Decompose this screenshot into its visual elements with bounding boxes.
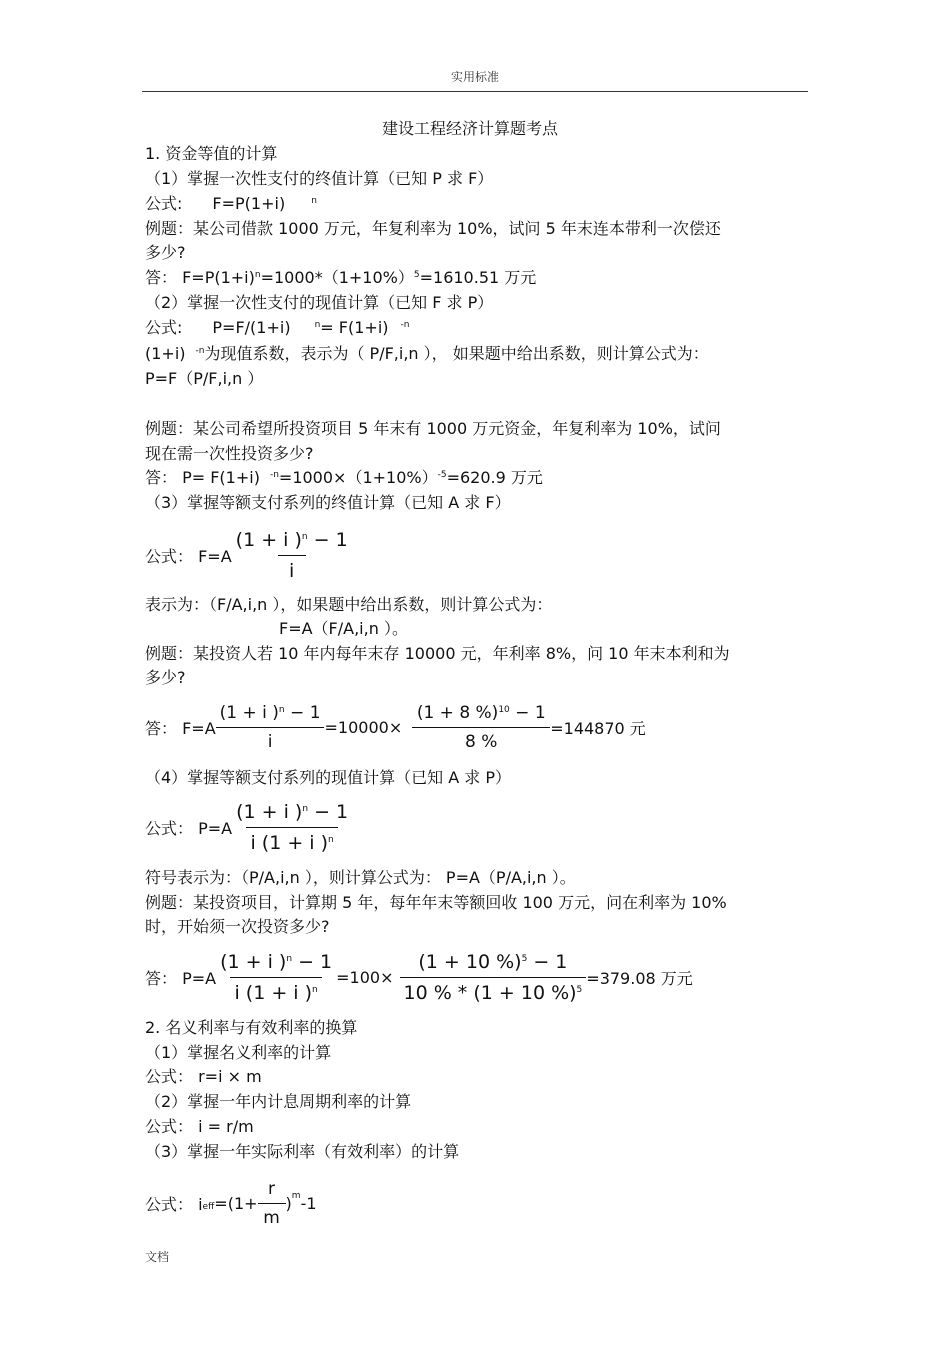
answer-part: =1000×（1+10%） [278, 468, 438, 487]
fraction-numerator: (1 + i )$^n$ − 1 [235, 529, 348, 551]
s1-p3-formula [145, 528, 352, 583]
s1-p1-heading: （1）掌握一次性支付的终值计算（已知 P 求 F） [145, 169, 494, 188]
fraction-numerator: (1 + 8 %)$^{10}$ − 1 [416, 703, 546, 723]
formula-text: P=F/(1+i) [212, 318, 291, 337]
s1-p3-example-line1: 例题：某投资人若 10 年内每年末存 10000 元，年利率 8%，问 10 年末本利和为 [145, 644, 730, 663]
header-rule [142, 91, 808, 92]
fraction-denominator: i [216, 727, 324, 753]
s1-p2-desc-line1 [145, 343, 709, 365]
s1-p4-example-line1: 例题：某投资项目，计算期 5 年，每年年末等额回收 100 万元，问在利率为 10% [145, 893, 727, 912]
exponent: -n [269, 470, 279, 480]
fraction-numerator: (1 + i )$^n$ − 1 [236, 801, 349, 823]
s1-p2-example-line2: 现在需一次性投资多少? [145, 444, 314, 463]
s1-p3-heading: （3）掌握等额支付系列的终值计算（已知 A 求 F） [145, 493, 511, 512]
s1-p4-example-line2: 时，开始须一次投资多少? [145, 917, 330, 936]
answer-part: =1610.51 万元 [419, 268, 537, 287]
s1-p2-heading: （2）掌握一次性支付的现值计算（已知 F 求 P） [145, 293, 494, 312]
answer-result: =144870 元 [550, 719, 646, 738]
formula-label: 公式： i [145, 1195, 203, 1214]
s1-p4-answer [145, 950, 693, 1005]
exponent: n [314, 320, 321, 330]
fraction-numerator: (1 + i )$^n$ − 1 [220, 951, 333, 973]
fraction [258, 1178, 286, 1229]
s1-p2-answer [145, 467, 543, 489]
formula-part: ) [285, 1194, 292, 1213]
exponent: n [254, 270, 261, 280]
answer-label: 答： P=A [145, 969, 217, 988]
s1-p3-answer [145, 702, 646, 753]
fraction [400, 950, 587, 1005]
answer-label: 答： F=A [145, 719, 216, 738]
formula-label: 公式: [145, 318, 183, 337]
s2-p1-formula: 公式： r=i × m [145, 1067, 262, 1086]
s2-p3-formula [145, 1178, 317, 1229]
formula-label: 公式： F=A [145, 547, 232, 566]
answer-result: =379.08 万元 [586, 969, 693, 988]
exponent: -n [195, 346, 205, 356]
document-title: 建设工程经济计算题考点 [381, 119, 558, 138]
answer-part: =1000*（1+10%） [260, 268, 414, 287]
answer-part: =100× [336, 968, 394, 987]
s1-p2-example-line1: 例题：某公司希望所投资项目 5 年末有 1000 万元资金，年复利率为 10%，试问 [145, 419, 721, 438]
s1-p4-heading: （4）掌握等额支付系列的现值计算（已知 A 求 P） [145, 768, 512, 787]
answer-part: =620.9 万元 [446, 468, 543, 487]
formula-label: 公式： P=A [145, 819, 233, 838]
fraction [216, 702, 325, 753]
answer-part: =10000× [324, 718, 403, 737]
formula-text: = F(1+i) [320, 318, 389, 337]
fraction-denominator: 8 % [412, 727, 550, 753]
fraction-numerator: (1 + 10 %)$^5$ − 1 [418, 951, 568, 973]
exponent: n [311, 196, 317, 206]
s1-p1-formula [145, 193, 317, 215]
fraction [232, 800, 352, 855]
formula-part: -1 [300, 1194, 317, 1213]
page-footer: 文档 [145, 1250, 170, 1264]
fraction [216, 950, 336, 1005]
fraction-numerator: (1 + i )$^n$ − 1 [219, 703, 321, 723]
fraction-denominator: i (1 + i )$^n$ [230, 977, 321, 1005]
exponent: -5 [437, 470, 447, 480]
answer-part: 答： P= F(1+i) [145, 468, 260, 487]
formula-label: 公式: [145, 194, 183, 213]
s1-p1-example-line2: 多少? [145, 243, 186, 262]
fraction [232, 528, 352, 583]
s1-p3-desc-line2: F=A（F/A,i,n ）。 [279, 619, 408, 638]
s1-p4-desc: 符号表示为：（P/A,i,n ），则计算公式为： P=A（P/A,i,n ）。 [145, 868, 576, 887]
s2-p2-formula: 公式： i = r/m [145, 1117, 254, 1136]
page-header: 实用标准 [450, 70, 499, 84]
answer-part: 答： F=P(1+i) [145, 268, 255, 287]
s1-p3-example-line2: 多少? [145, 668, 186, 687]
s2-p3-heading: （3）掌握一年实际利率（有效利率）的计算 [145, 1142, 460, 1161]
fraction-denominator: i (1 + i )$^n$ [246, 827, 337, 855]
s2-p1-heading: （1）掌握名义利率的计算 [145, 1043, 332, 1062]
fraction [412, 702, 550, 753]
section-2-heading: 2. 名义利率与有效利率的换算 [145, 1018, 358, 1037]
s1-p2-formula [145, 317, 409, 339]
fraction-denominator: i [278, 555, 306, 583]
subscript: eff [202, 1201, 215, 1212]
s1-p1-answer [145, 267, 536, 289]
s1-p4-formula [145, 800, 352, 855]
desc-part: 为现值系数，表示为（ P/F,i,n ）， 如果题中给出系数，则计算公式为： [204, 344, 709, 363]
s1-p1-example-line1: 例题：某公司借款 1000 万元，年复利率为 10%，试问 5 年末连本带利一次偿还 [145, 219, 721, 238]
fraction-numerator: r [268, 1179, 276, 1199]
exponent: -n [400, 320, 410, 330]
s1-p2-desc-line2: P=F（P/F,i,n ） [145, 369, 264, 388]
formula-text: F=P(1+i) [212, 194, 286, 213]
fraction-denominator: 10 % * (1 + 10 %)$^5$ [400, 977, 587, 1005]
formula-part: =(1+ [214, 1194, 258, 1213]
s2-p2-heading: （2）掌握一年内计息周期利率的计算 [145, 1092, 412, 1111]
desc-part: (1+i) [145, 344, 186, 363]
exponent: m [291, 1190, 301, 1201]
s1-p3-desc-line1: 表示为：（F/A,i,n ），如果题中给出系数，则计算公式为： [145, 595, 553, 614]
section-1-heading: 1. 资金等值的计算 [145, 144, 278, 163]
exponent: 5 [413, 270, 420, 280]
fraction-denominator: m [258, 1203, 286, 1229]
